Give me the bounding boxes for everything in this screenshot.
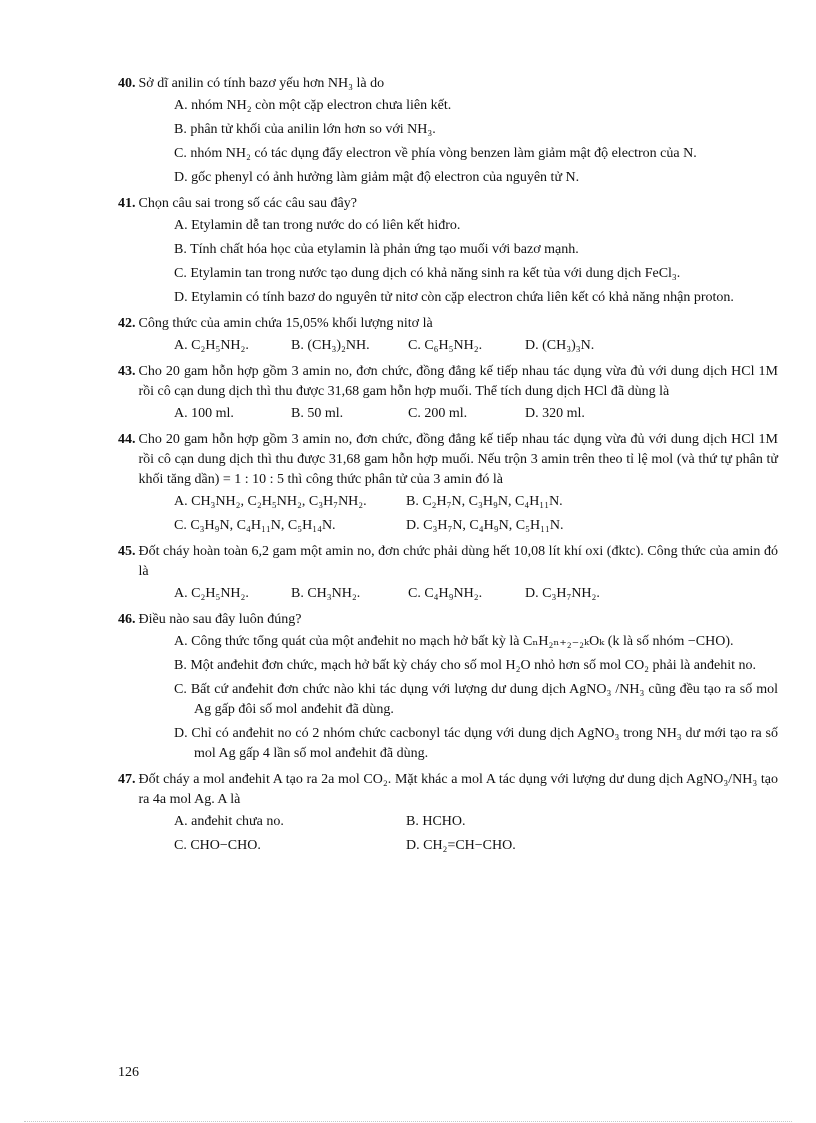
option-b: B. 50 ml. (291, 406, 344, 421)
option-a: A. C₂H₅NH₂. (174, 586, 249, 601)
option-c: C. Bất cứ anđehit đơn chức nào khi tác dụng với lượng dư dung dịch AgNO₃ /NH₃ cũng đều tạo ra số mol Ag gấp đôi số mol anđehit đã dùng. (174, 682, 778, 717)
option-a: A. 100 ml. (174, 406, 234, 421)
option-c: C. Etylamin tan trong nước tạo dung dịch có khả năng sinh ra kết tủa với dung dịch FeCl₃. (174, 266, 681, 281)
question-45 (118, 542, 778, 604)
question-number: 40. (118, 76, 136, 91)
question-44 (118, 430, 778, 536)
option-a: A. C₂H₅NH₂. (174, 338, 249, 353)
question-number: 46. (118, 612, 136, 627)
option-d: D. C₃H₇N, C₄H₉N, C₅H₁₁N. (406, 518, 564, 533)
question-text: Cho 20 gam hỗn hợp gồm 3 amin no, đơn chức, đồng đẳng kế tiếp nhau tác dụng vừa đủ với dung dịch HCl 1M rồi cô cạn dung dịch thì thu được 31,68 gam hỗn hợp muối. Nếu trộn 3 amin trên theo tỉ lệ mol (và thứ tự phân tử khối tăng dần) = 1 : 10 : 5 thì công thức phân tử của 3 amin đó là (138, 432, 778, 487)
question-text: Sở dĩ anilin có tính bazơ yếu hơn NH₃ là do (138, 76, 385, 91)
question-text: Công thức của amin chứa 15,05% khối lượng nitơ là (138, 316, 433, 331)
option-b: B. HCHO. (406, 814, 466, 829)
option-b: B. Tính chất hóa học của etylamin là phản ứng tạo muối với bazơ mạnh. (174, 242, 579, 257)
question-text: Chọn câu sai trong số các câu sau đây? (138, 196, 357, 211)
option-b: B. Một anđehit đơn chức, mạch hở bất kỳ cháy cho số mol H₂O nhỏ hơn số mol CO₂ phải là anđehit no. (174, 658, 756, 673)
page-number: 126 (118, 1065, 139, 1080)
option-d: D. Chỉ có anđehit no có 2 nhóm chức cacbonyl tác dụng với dung dịch AgNO₃ trong NH₃ dư mới tạo ra số mol Ag gấp 4 lần số mol anđehit đã dùng. (174, 726, 778, 761)
option-d: D. CH₂=CH−CHO. (406, 838, 516, 853)
question-number: 43. (118, 364, 136, 379)
question-number: 45. (118, 544, 136, 559)
option-c: C. C₆H₅NH₂. (408, 338, 483, 353)
option-a: A. CH₃NH₂, C₂H₅NH₂, C₃H₇NH₂. (174, 494, 367, 509)
option-c: C. C₄H₉NH₂. (408, 586, 483, 601)
question-43 (118, 362, 778, 424)
question-text: Cho 20 gam hỗn hợp gồm 3 amin no, đơn chức, đồng đẳng kế tiếp nhau tác dụng vừa đủ với dung dịch HCl 1M rồi cô cạn dung dịch thì thu được 31,68 gam hỗn hợp muối. Thể tích dung dịch HCl đã dùng là (138, 364, 778, 399)
option-d: D. (CH₃)₃N. (525, 338, 595, 353)
option-a: A. anđehit chưa no. (174, 814, 284, 829)
option-d: D. Etylamin có tính bazơ do nguyên tử nitơ còn cặp electron chứa liên kết có khả năng nhận proton. (174, 290, 734, 305)
option-b: B. C₂H₇N, C₃H₉N, C₄H₁₁N. (406, 494, 563, 509)
option-b: B. (CH₃)₂NH. (291, 338, 370, 353)
question-41 (118, 194, 778, 308)
option-d: D. gốc phenyl có ảnh hưởng làm giảm mật độ electron của nguyên tử N. (174, 170, 580, 185)
option-c: C. CHO−CHO. (174, 838, 261, 853)
question-number: 47. (118, 772, 136, 787)
option-a: A. Etylamin dễ tan trong nước do có liên kết hiđro. (174, 218, 461, 233)
question-number: 42. (118, 316, 136, 331)
question-number: 41. (118, 196, 136, 211)
question-text: Điều nào sau đây luôn đúng? (138, 612, 302, 627)
option-c: C. 200 ml. (408, 406, 468, 421)
option-a: A. nhóm NH₂ còn một cặp electron chưa liên kết. (174, 98, 452, 113)
option-d: D. 320 ml. (525, 406, 585, 421)
question-number: 44. (118, 432, 136, 447)
question-46 (118, 610, 778, 764)
question-text: Đốt cháy hoàn toàn 6,2 gam một amin no, đơn chức phải dùng hết 10,08 lít khí oxi (đktc). Công thức của amin đó là (138, 544, 778, 579)
question-text: Đốt cháy a mol anđehit A tạo ra 2a mol CO₂. Mặt khác a mol A tác dụng với lượng dư dung dịch AgNO₃/NH₃ tạo ra 4a mol Ag. A là (138, 772, 778, 807)
footer-divider (24, 1121, 792, 1122)
option-c: C. nhóm NH₂ có tác dụng đẩy electron về phía vòng benzen làm giảm mật độ electron của N. (174, 146, 697, 161)
option-a: A. Công thức tổng quát của một anđehit no mạch hở bất kỳ là CₙH₂ₙ₊₂₋₂ₖOₖ (k là số nhóm −CHO). (174, 634, 734, 649)
option-b: B. CH₃NH₂. (291, 586, 361, 601)
option-b: B. phân tử khối của anilin lớn hơn so với NH₃. (174, 122, 436, 137)
question-47 (118, 770, 778, 856)
option-d: D. C₃H₇NH₂. (525, 586, 600, 601)
question-list (118, 74, 778, 862)
option-c: C. C₃H₉N, C₄H₁₁N, C₅H₁₄N. (174, 518, 336, 533)
question-40 (118, 74, 778, 188)
question-42 (118, 314, 778, 356)
